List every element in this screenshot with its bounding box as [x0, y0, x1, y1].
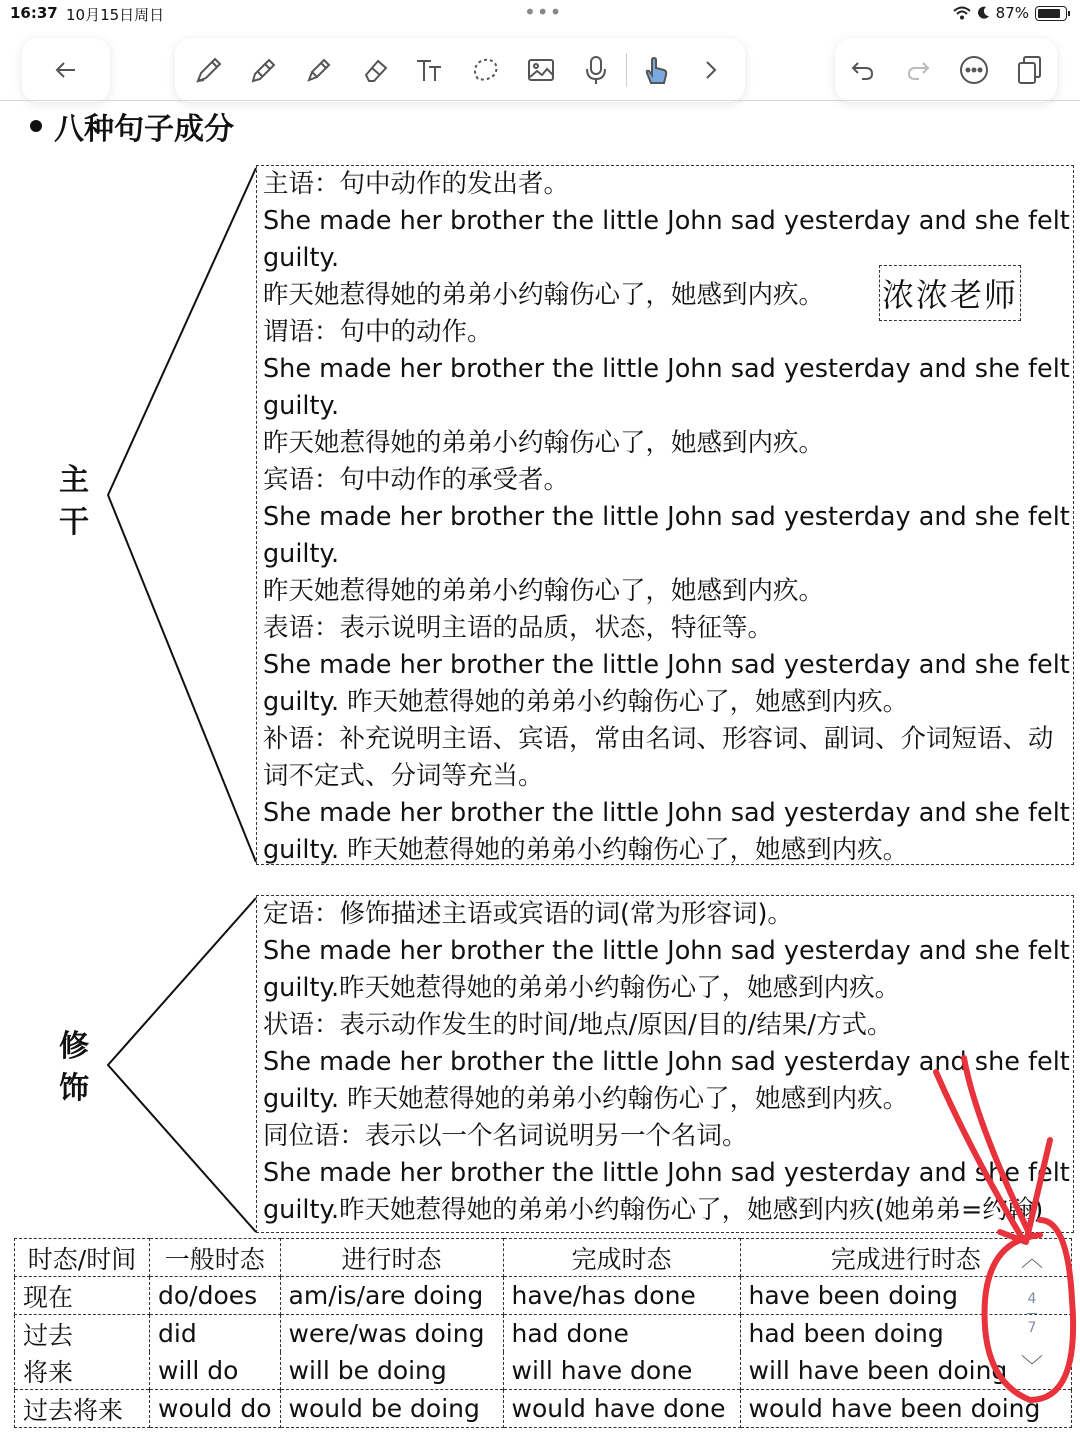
modifier-text-line: 状语：表示动作发生的时间/地点/原因/目的/结果/方式。 — [263, 1010, 893, 1040]
table-row — [15, 1390, 1072, 1428]
core-text-line: guilty. 昨天她惹得她的弟弟小约翰伤心了，她感到内疚。 — [263, 835, 909, 865]
label-main-char: 主 — [59, 463, 89, 498]
table-cell: 现在 — [15, 1277, 150, 1315]
table-cell: had been doing — [740, 1315, 1071, 1353]
core-text-line: guilty. — [263, 243, 340, 273]
table-cell: had done — [503, 1315, 740, 1353]
table-header-cell: 进行时态 — [280, 1239, 503, 1277]
table-header-cell: 完成时态 — [503, 1239, 740, 1277]
heading-text: 八种句子成分 — [54, 112, 234, 147]
modifier-components-box — [256, 895, 1074, 1233]
modifier-text-line: She made her brother the little John sad yesterday and she felt — [263, 1158, 1070, 1188]
table-cell: 过去将来 — [15, 1390, 150, 1428]
table-cell: would be doing — [280, 1390, 503, 1428]
battery-percent: 87% — [995, 4, 1029, 22]
modifier-text-line: 定语：修饰描述主语或宾语的词(常为形容词)。 — [263, 899, 793, 929]
table-cell: have been doing — [740, 1277, 1071, 1315]
core-text-line: 主语：句中动作的发出者。 — [263, 169, 570, 199]
page-navigator — [1002, 1240, 1062, 1410]
table-cell: do/does — [150, 1277, 281, 1315]
modifier-text-line: She made her brother the little John sad yesterday and she felt — [263, 1047, 1070, 1077]
label-modifier — [54, 1026, 94, 1110]
core-text-line: She made her brother the little John sad yesterday and she felt — [263, 502, 1070, 532]
table-row — [15, 1277, 1072, 1315]
table-cell: 过去 — [15, 1315, 150, 1353]
table-cell: will do — [150, 1352, 281, 1390]
core-text-line: guilty. — [263, 539, 340, 569]
table-row — [15, 1315, 1072, 1353]
table-cell: would do — [150, 1390, 281, 1428]
table-cell: would have done — [503, 1390, 740, 1428]
core-text-line: She made her brother the little John sad yesterday and she felt — [263, 798, 1070, 828]
core-text-line: 谓语：句中的动作。 — [263, 317, 493, 347]
page-up-chevron-icon[interactable]: ︿ — [1020, 1247, 1043, 1272]
core-text-line: 昨天她惹得她的弟弟小约翰伤心了，她感到内疚。 — [263, 576, 825, 606]
table-cell: did — [150, 1315, 281, 1353]
label-main-trunk — [54, 460, 94, 544]
modifier-text-line: guilty.昨天她惹得她的弟弟小约翰伤心了，她感到内疚。 — [263, 973, 901, 1003]
author-stamp: 浓浓老师 — [879, 265, 1021, 321]
table-cell: have/has done — [503, 1277, 740, 1315]
core-text-line: 补语：补充说明主语、宾语，常由名词、形容词、副词、介词短语、动 — [263, 724, 1054, 754]
core-text-line: guilty. 昨天她惹得她的弟弟小约翰伤心了，她感到内疚。 — [263, 687, 909, 717]
page-current: 4 — [1027, 1291, 1037, 1307]
table-header-cell: 时态/时间 — [15, 1239, 150, 1277]
label-modifier-char: 修 — [59, 1029, 89, 1064]
core-text-line: She made her brother the little John sad yesterday and she felt — [263, 650, 1070, 680]
core-text-line: 表语：表示说明主语的品质，状态，特征等。 — [263, 613, 774, 643]
core-text-line: 词不定式、分词等充当。 — [263, 761, 544, 791]
table-row — [15, 1352, 1072, 1390]
core-text-line: 昨天她惹得她的弟弟小约翰伤心了，她感到内疚。 — [263, 428, 825, 458]
core-text-line: 昨天她惹得她的弟弟小约翰伤心了，她感到内疚。 — [263, 280, 825, 310]
label-main-char: 干 — [59, 505, 89, 540]
status-time: 16:37 — [10, 4, 58, 22]
page-divider — [1027, 1313, 1037, 1314]
page-down-chevron-icon[interactable]: ﹀ — [1020, 1355, 1043, 1380]
core-text-line: She made her brother the little John sad yesterday and she felt — [263, 354, 1070, 384]
modifier-text-line: She made her brother the little John sad yesterday and she felt — [263, 936, 1070, 966]
tense-table — [14, 1238, 1072, 1428]
modifier-text-line: guilty. 昨天她惹得她的弟弟小约翰伤心了，她感到内疚。 — [263, 1084, 909, 1114]
table-cell: would have been doing — [740, 1390, 1071, 1428]
modifier-text-line: 同位语：表示以一个名词说明另一个名词。 — [263, 1121, 748, 1151]
page-total: 7 — [1027, 1320, 1037, 1336]
core-text-line: guilty. — [263, 391, 340, 421]
table-cell: am/is/are doing — [280, 1277, 503, 1315]
label-modifier-char: 饰 — [59, 1071, 89, 1106]
core-text-line: She made her brother the little John sad yesterday and she felt — [263, 206, 1070, 236]
table-header-row — [15, 1239, 1072, 1277]
modifier-text-line: guilty.昨天她惹得她的弟弟小约翰伤心了，她感到内疚(她弟弟=约翰) — [263, 1195, 1044, 1225]
core-text-line: 宾语：句中动作的承受者。 — [263, 465, 570, 495]
table-header-cell: 完成进行时态 — [740, 1239, 1071, 1277]
table-cell: will be doing — [280, 1352, 503, 1390]
table-header-cell: 一般时态 — [150, 1239, 281, 1277]
table-cell: were/was doing — [280, 1315, 503, 1353]
table-cell: will have been doing — [740, 1352, 1071, 1390]
table-cell: 将来 — [15, 1352, 150, 1390]
table-cell: will have done — [503, 1352, 740, 1390]
multitask-dots-icon[interactable]: ••• — [524, 0, 563, 24]
status-date: 10月15日周日 — [66, 6, 165, 24]
